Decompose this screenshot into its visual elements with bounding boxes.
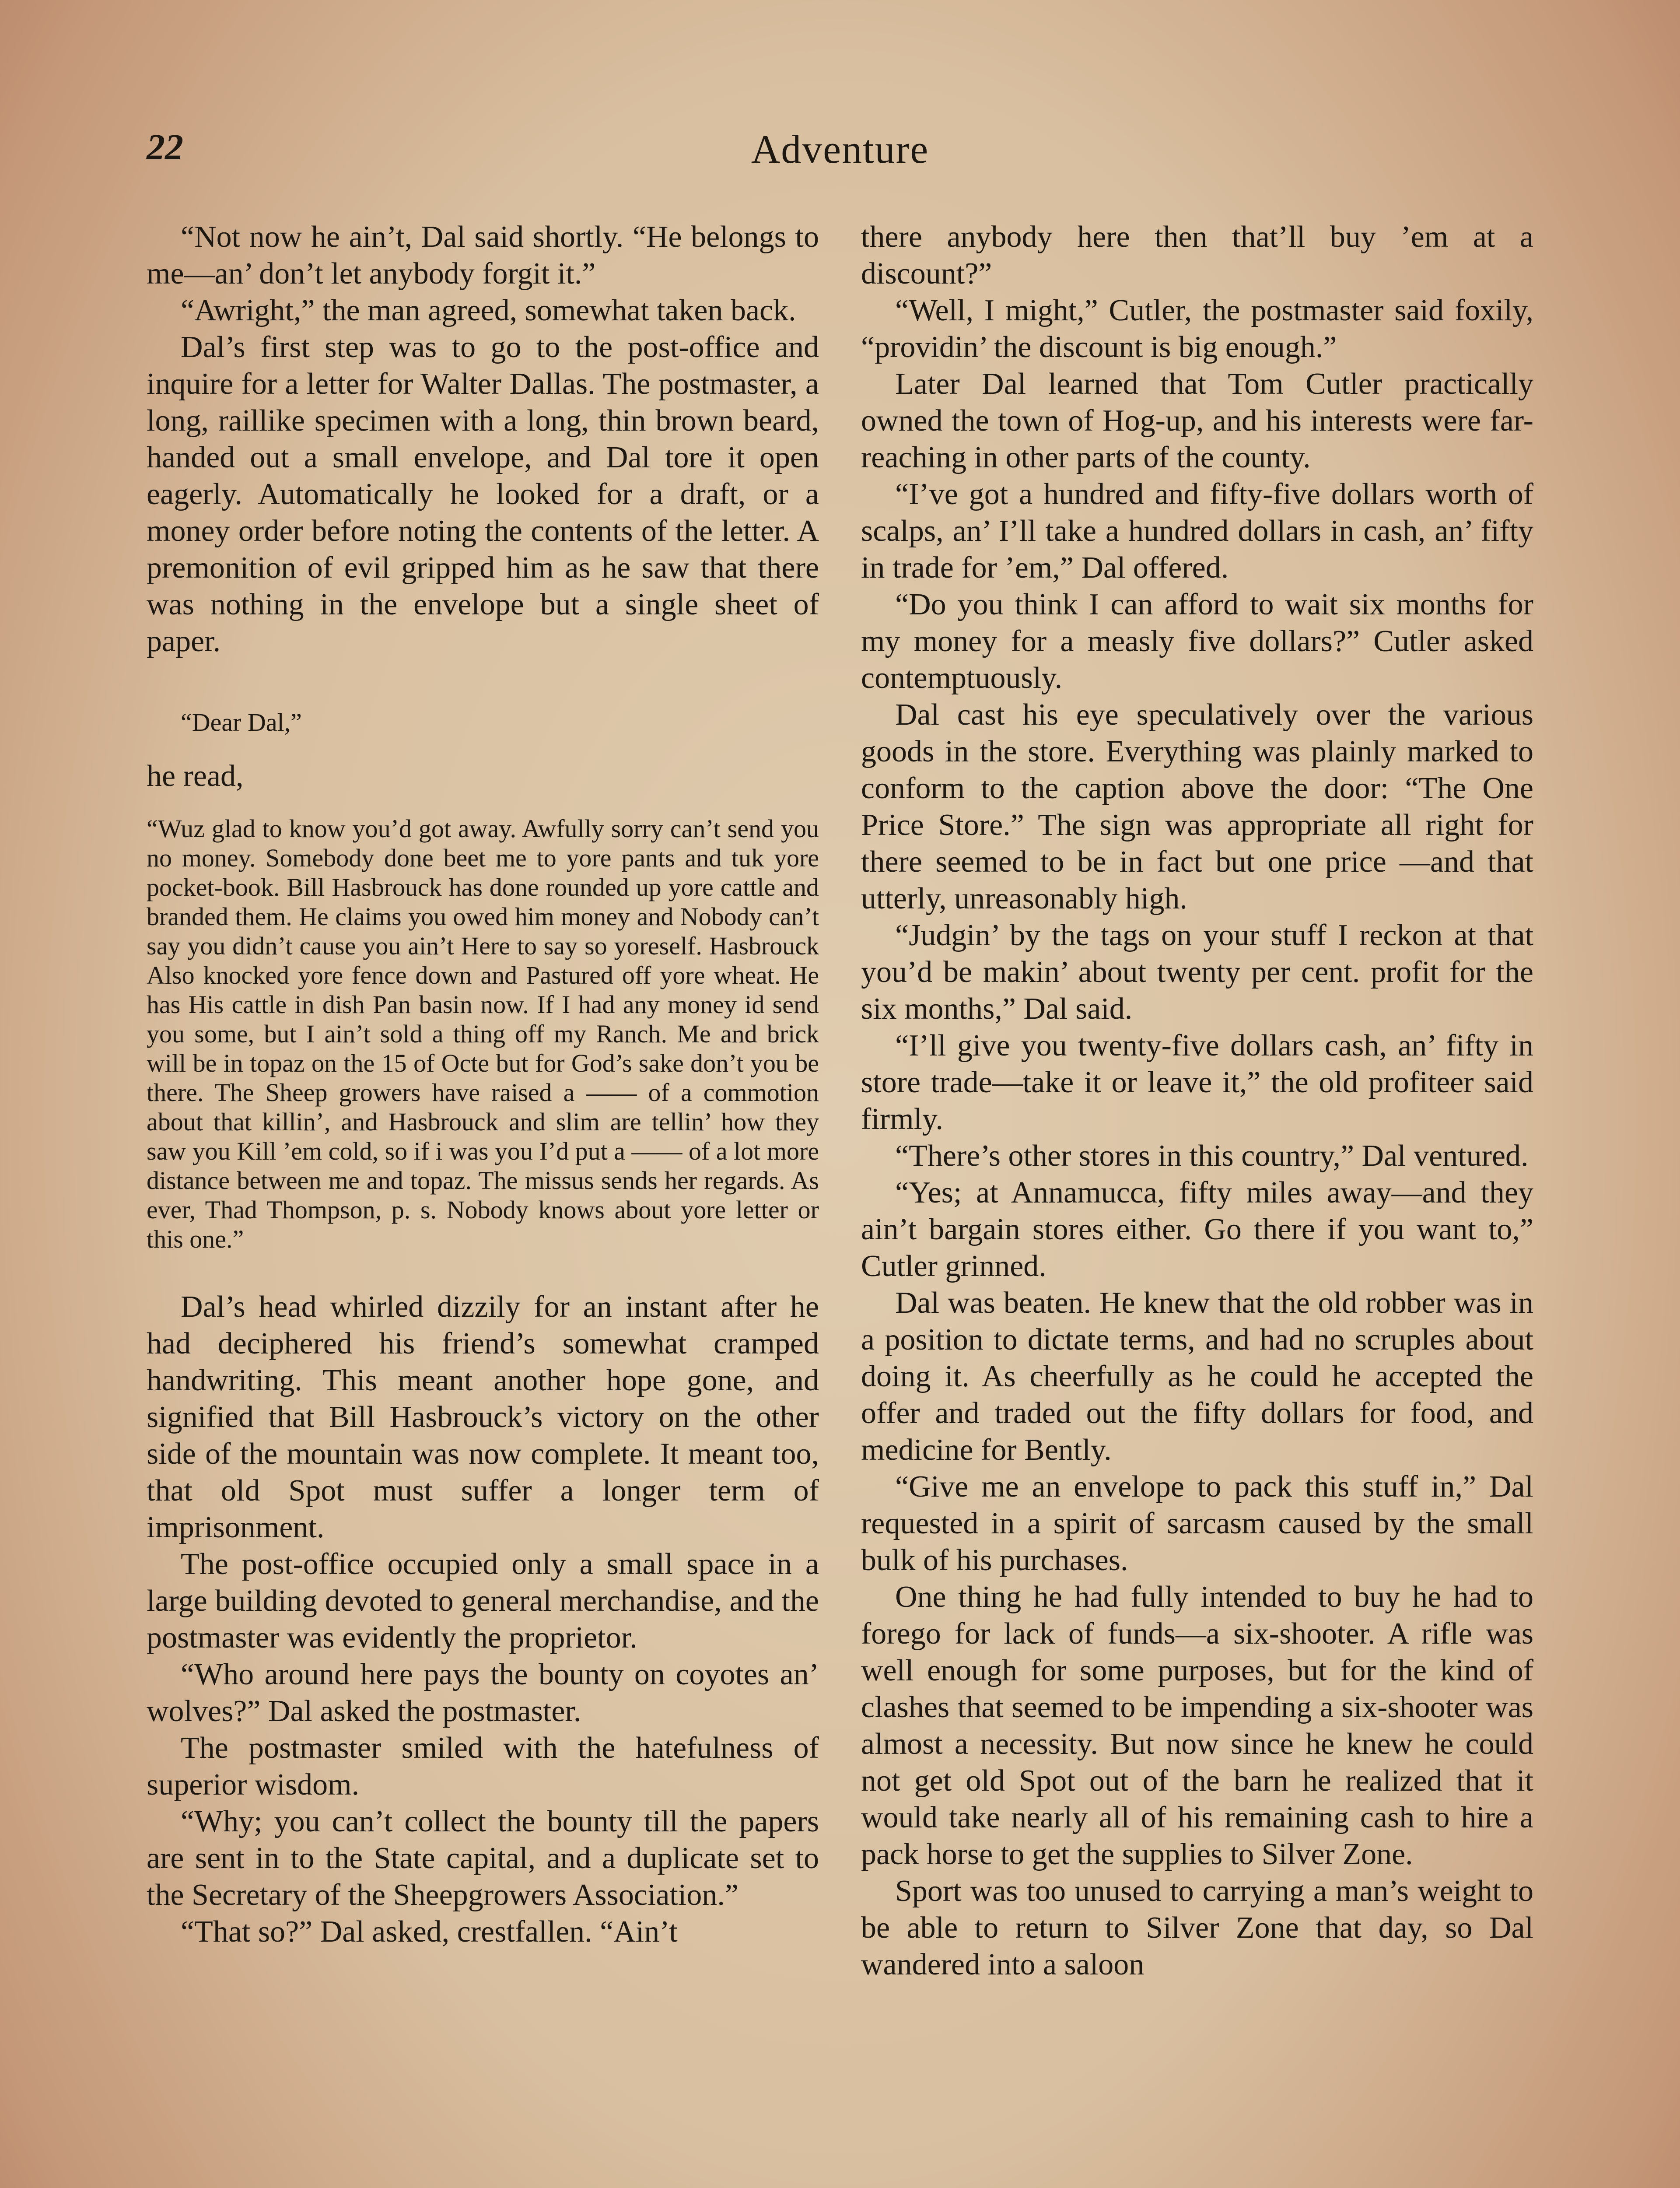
paragraph: The postmaster smiled with the hatefulness of superior wisdom. bbox=[147, 1731, 819, 1802]
paragraph: Dal cast his eye speculatively over the various goods in the store. Everything was plainly marked to conform to the caption above the door: “The One Price Store.” The sign was appropriate all right for there seemed to be in fact but one price —and that utterly, unreasonably high. bbox=[861, 698, 1533, 915]
paragraph: “Awright,” the man agreed, somewhat taken back. bbox=[181, 294, 796, 327]
paragraph: The post-office occupied only a small space in a large building devoted to general merchandise, and the postmaster was evidently the proprietor. bbox=[147, 1547, 819, 1655]
paragraph: “Well, I might,” Cutler, the postmaster said foxily, “providin’ the discount is big enough.” bbox=[861, 294, 1533, 364]
letter-text: “Wuz glad to know you’d got away. Awfully sorry can’t send you no money. Somebody done beet me to yore pants and tuk yore pocket-book. Bill Hasbrouck has done rounded up yore cattle and branded them. He claims you owed him money and Nobody can’t say you didn’t cause you ain’t Here to say so yoreself. Hasbrouck Also knocked yore fence down and Pastured off yore wheat. He has His cattle in dish Pan basin now. If I had any money id send you some, but I ain’t sold a thing off my Ranch. Me and brick will be in topaz on the 15 of Octe but for God’s sake don’t you be there. The Sheep growers have raised a —— of a commotion about that killin’, and Hasbrouck and slim are tellin’ how they saw you Kill ’em cold, so if i was you I’d put a —— of a lot more distance between me and topaz. The missus sends her regards. As ever, Thad Thompson, p. s. Nobody knows about yore letter or this one.” bbox=[147, 814, 819, 1253]
paragraph: One thing he had fully intended to buy he had to forego for lack of funds—a six-shooter. A rifle was well enough for some purposes, but for the kind of clashes that seemed to be impending a six-shooter was almost a necessity. But now since he knew he could not get old Spot out of the barn he realized that it would take nearly all of his remaining cash to hire a pack horse to get the supplies to Silver Zone. bbox=[861, 1580, 1533, 1871]
paragraph: Later Dal learned that Tom Cutler practically owned the town of Hog-up, and his interests were far-reaching in other parts of the county. bbox=[861, 367, 1533, 474]
paragraph: Dal was beaten. He knew that the old robber was in a position to dictate terms, and had no scruples about doing it. As cheerfully as he could he accepted the offer and traded out the fifty dollars for food, and medicine for Bently. bbox=[861, 1286, 1533, 1467]
paragraph: “Do you think I can afford to wait six months for my money for a measly five dollars?” Cutler asked contemptuously. bbox=[861, 588, 1533, 695]
paragraph: Dal’s first step was to go to the post-office and inquire for a letter for Walter Dallas. The postmaster, a long, raillike specimen with a long, thin brown beard, handed out a small envelope, and Dal tore it open eagerly. Automatically he looked for a draft, or a money order before noting the contents of the letter. A premonition of evil gripped him as he saw that there was nothing in the envelope but a single sheet of paper. bbox=[147, 330, 819, 658]
paragraph: “Why; you can’t collect the bounty till the papers are sent in to the State capital, and a duplicate set to the Secretary of the Sheepgrowers Association.” bbox=[147, 1805, 819, 1912]
paragraph: “I’ve got a hundred and fifty-five dollars worth of scalps, an’ I’ll take a hundred dollars in cash, an’ fifty in trade for ’em,” Dal offered. bbox=[861, 477, 1533, 585]
paragraph: “Who around here pays the bounty on coyotes an’ wolves?” Dal asked the postmaster. bbox=[147, 1658, 819, 1728]
right-column bbox=[861, 219, 1533, 1983]
paragraph: he read, bbox=[147, 759, 244, 793]
letter-salutation: “Dear Dal,” bbox=[181, 708, 302, 736]
paragraph: “I’ll give you twenty-five dollars cash, an’ fifty in store trade—take it or leave it,” the old profiteer said firmly. bbox=[861, 1029, 1533, 1136]
paragraph: Sport was too unused to carrying a man’s weight to be able to return to Silver Zone that day, so Dal wandered into a saloon bbox=[861, 1874, 1533, 1981]
paragraph-continuation: there anybody here then that’ll buy ’em at a discount?” bbox=[861, 220, 1533, 291]
paragraph: “Give me an envelope to pack this stuff in,” Dal requested in a spirit of sarcasm caused by the small bulk of his purchases. bbox=[861, 1470, 1533, 1577]
left-column bbox=[147, 219, 819, 1950]
paragraph: “Judgin’ by the tags on your stuff I reckon at that you’d be makin’ about twenty per cent. profit for the six months,” Dal said. bbox=[861, 919, 1533, 1026]
paragraph: “Yes; at Annamucca, fifty miles away—and they ain’t bargain stores either. Go there if you want to,” Cutler grinned. bbox=[861, 1176, 1533, 1283]
paragraph: Dal’s head whirled dizzily for an instant after he had deciphered his friend’s somewhat cramped handwriting. This meant another hope gone, and signified that Bill Hasbrouck’s victory on the other side of the mountain was now complete. It meant too, that old Spot must suffer a longer term of imprisonment. bbox=[147, 1290, 819, 1544]
running-head: Adventure bbox=[751, 127, 929, 172]
page-number: 22 bbox=[147, 127, 183, 168]
paragraph: “Not now he ain’t, Dal said shortly. “He belongs to me—an’ don’t let anybody forgit it.” bbox=[147, 220, 819, 291]
paragraph: “There’s other stores in this country,” Dal ventured. bbox=[895, 1139, 1529, 1173]
paragraph: “That so?” Dal asked, crestfallen. “Ain’t bbox=[181, 1915, 678, 1949]
